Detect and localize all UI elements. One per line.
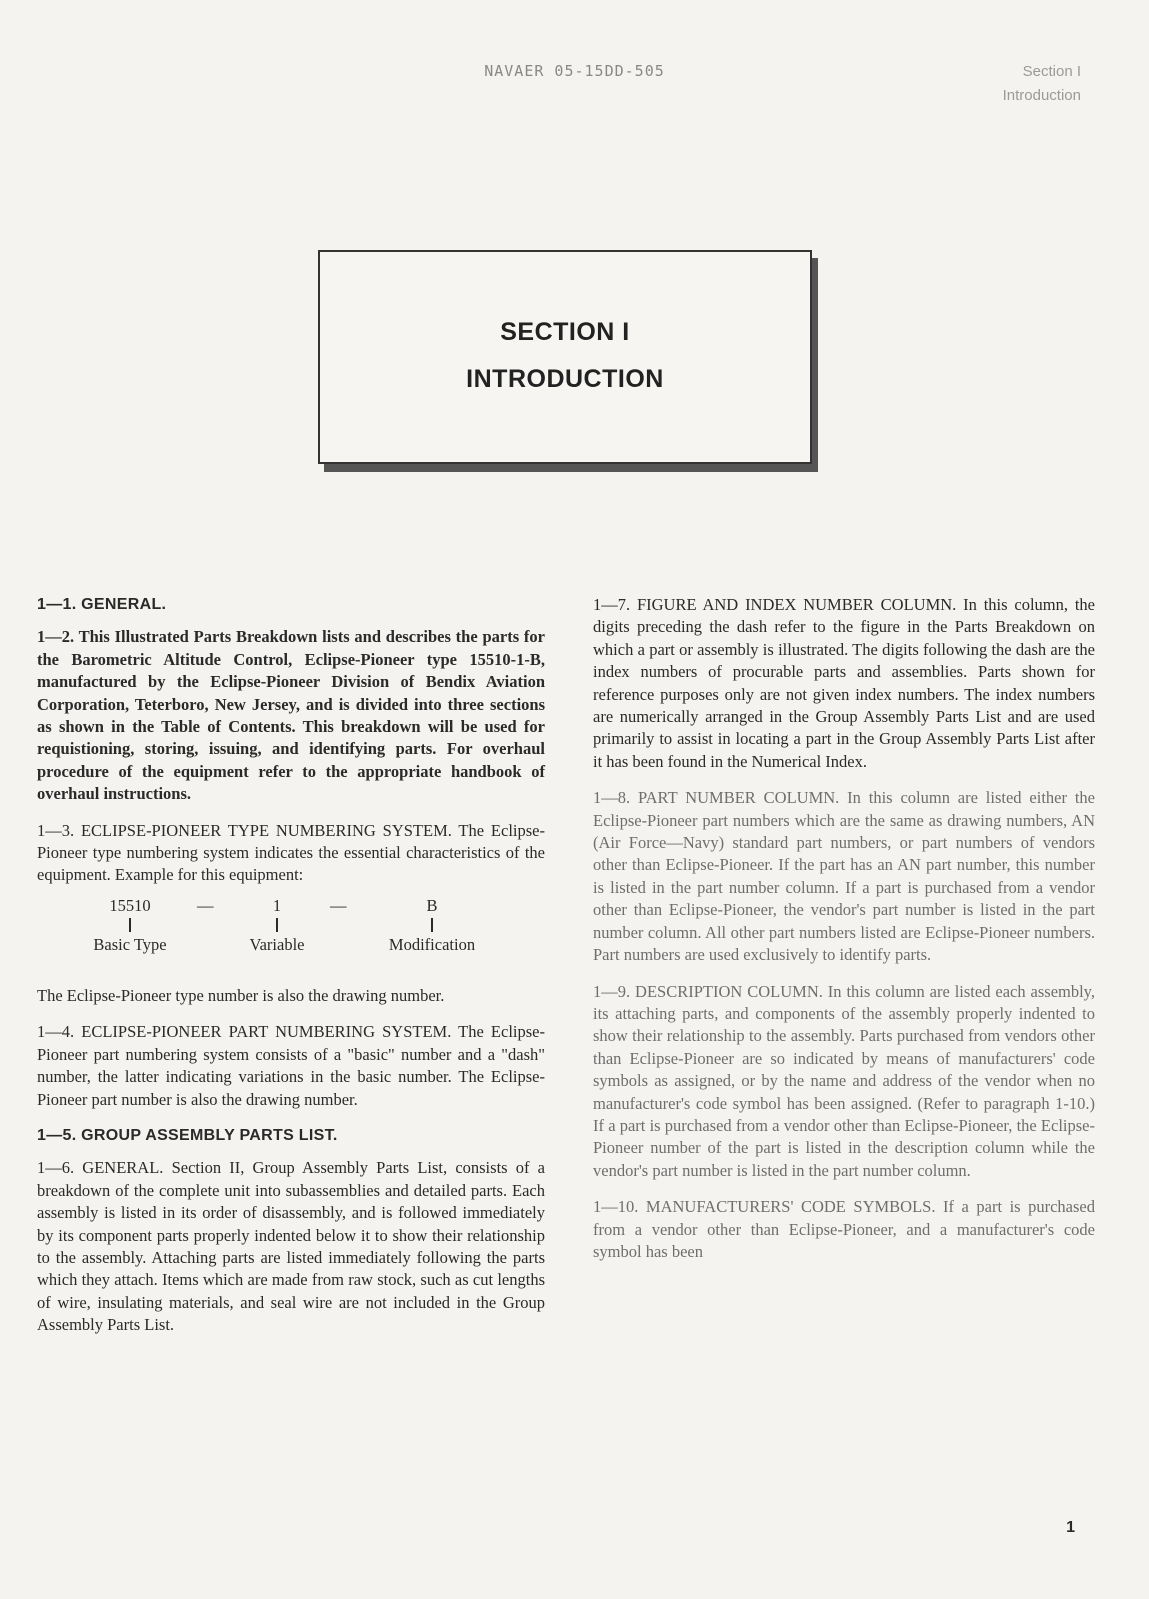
example-basic-tick <box>129 918 131 932</box>
page-number: 1 <box>1066 1519 1075 1536</box>
paragraph-1-8: 1—8. PART NUMBER COLUMN. In this column are listed either the Eclipse-Pioneer part numbers which are the same as drawing numbers, AN (Air Force—Navy) standard part numbers, or part numbers of vendors other than Eclipse-Pioneer. If the part has an AN part number, this number is listed in the part number column. If a part is purchased from a vendor other than Eclipse-Pioneer, the vendor's part number is listed in the part number column. All other part numbers listed are Eclipse-Pioneer numbers. Part numbers are used exclusively to identify parts. <box>593 788 1095 965</box>
example-dash-1: — <box>197 895 214 915</box>
section-title: INTRODUCTION <box>466 365 664 393</box>
running-head-section: Section I <box>1022 63 1081 80</box>
section-title-box <box>318 250 812 464</box>
heading-general: 1—1. GENERAL. <box>37 596 167 613</box>
example-basic-value: 15510 <box>109 895 151 915</box>
paragraph-1-3: 1—3. ECLIPSE-PIONEER TYPE NUMBERING SYSTEM. The Eclipse-Pioneer type numbering system indicates the essential characteristics of the equipment. Example for this equipment: <box>37 820 545 885</box>
right-column <box>593 594 1095 1277</box>
example-variable-value: 1 <box>272 895 282 915</box>
heading-group-assembly: 1—5. GROUP ASSEMBLY PARTS LIST. <box>37 1126 338 1144</box>
example-modification-label: Modification <box>388 935 476 955</box>
paragraph-1-9: 1—9. DESCRIPTION COLUMN. In this column are listed each assembly, its attaching parts, and components of the assembly properly indented to show their relationship to the assembly. Parts purchased from vendors other than Eclipse-Pioneer are so indicated by means of manufacturers' code symbols as assigned, or by the name and address of the vendor when no manufacturer's code symbol has been assigned. (Refer to paragraph 1-10.) If a part is purchased from a vendor other than Eclipse-Pioneer, the Eclipse-Pioneer number of the part is listed in the description column while the vendor's part number is listed in the part number column. <box>593 981 1095 1180</box>
paragraph-1-4: 1—4. ECLIPSE-PIONEER PART NUMBERING SYSTEM. The Eclipse-Pioneer part numbering system consists of a "basic" number and a "dash" number, the latter indicating variations in the basic number. The Eclipse-Pioneer part number is also the drawing number. <box>37 1022 545 1109</box>
example-variable-label: Variable <box>249 935 305 955</box>
section-number: SECTION I <box>500 318 630 346</box>
example-basic-label: Basic Type <box>93 935 167 955</box>
left-column <box>37 594 545 1351</box>
paragraph-1-7: 1—7. FIGURE AND INDEX NUMBER COLUMN. In this column, the digits preceding the dash refer to the figure in the Parts Breakdown on which a part or assembly is illustrated. The digits following the dash are the index numbers of procurable parts and assemblies. Parts shown for reference purposes only are not given index numbers. The index numbers are numerically arranged in the Group Assembly Parts List and are used primarily to assist in locating a part in the Group Assembly Parts List after it has been found in the Numerical Index. <box>593 595 1095 771</box>
paragraph-1-10: 1—10. MANUFACTURERS' CODE SYMBOLS. If a part is purchased from a vendor other than Eclipse-Pioneer, and a manufacturer's code symbol has been <box>593 1197 1095 1261</box>
running-head-title: Introduction <box>1002 87 1081 104</box>
example-variable <box>227 895 327 957</box>
document-number: NAVAER 05-15DD-505 <box>484 62 665 80</box>
paragraph-1-6: 1—6. GENERAL. Section II, Group Assembly Parts List, consists of a breakdown of the complete unit into subassemblies and detailed parts. Each assembly is listed in its order of disassembly, and is followed immediately by its component parts properly indented below it to show their relationship to the assembly. Attaching parts are listed immediately following the parts which they attach. Items which are made from raw stock, such as cut lengths of wire, insulating materials, and seal wire are not included in the Group Assembly Parts List. <box>37 1158 545 1335</box>
example-dash-2: — <box>330 895 347 915</box>
example-basic <box>75 895 185 957</box>
example-modification-tick <box>431 918 433 932</box>
example-variable-tick <box>276 918 278 932</box>
running-head <box>1003 60 1081 108</box>
example-modification-value: B <box>426 895 438 915</box>
paragraph-1-3-note: The Eclipse-Pioneer type number is also the drawing number. <box>37 985 445 1005</box>
type-number-example <box>37 895 545 979</box>
example-modification <box>367 895 497 957</box>
paragraph-1-2: 1—2. This Illustrated Parts Breakdown lists and describes the parts for the Barometric Altitude Control, Eclipse-Pioneer type 15510-1-B, manufactured by the Eclipse-Pioneer Division of Bendix Aviation Corporation, Teterboro, New Jersey, and is divided into three sections as shown in the Table of Contents. This breakdown will be used for requistioning, storing, issuing, and identifying parts. For overhaul procedure of the equipment refer to the appropriate handbook of overhaul instructions. <box>37 627 545 804</box>
